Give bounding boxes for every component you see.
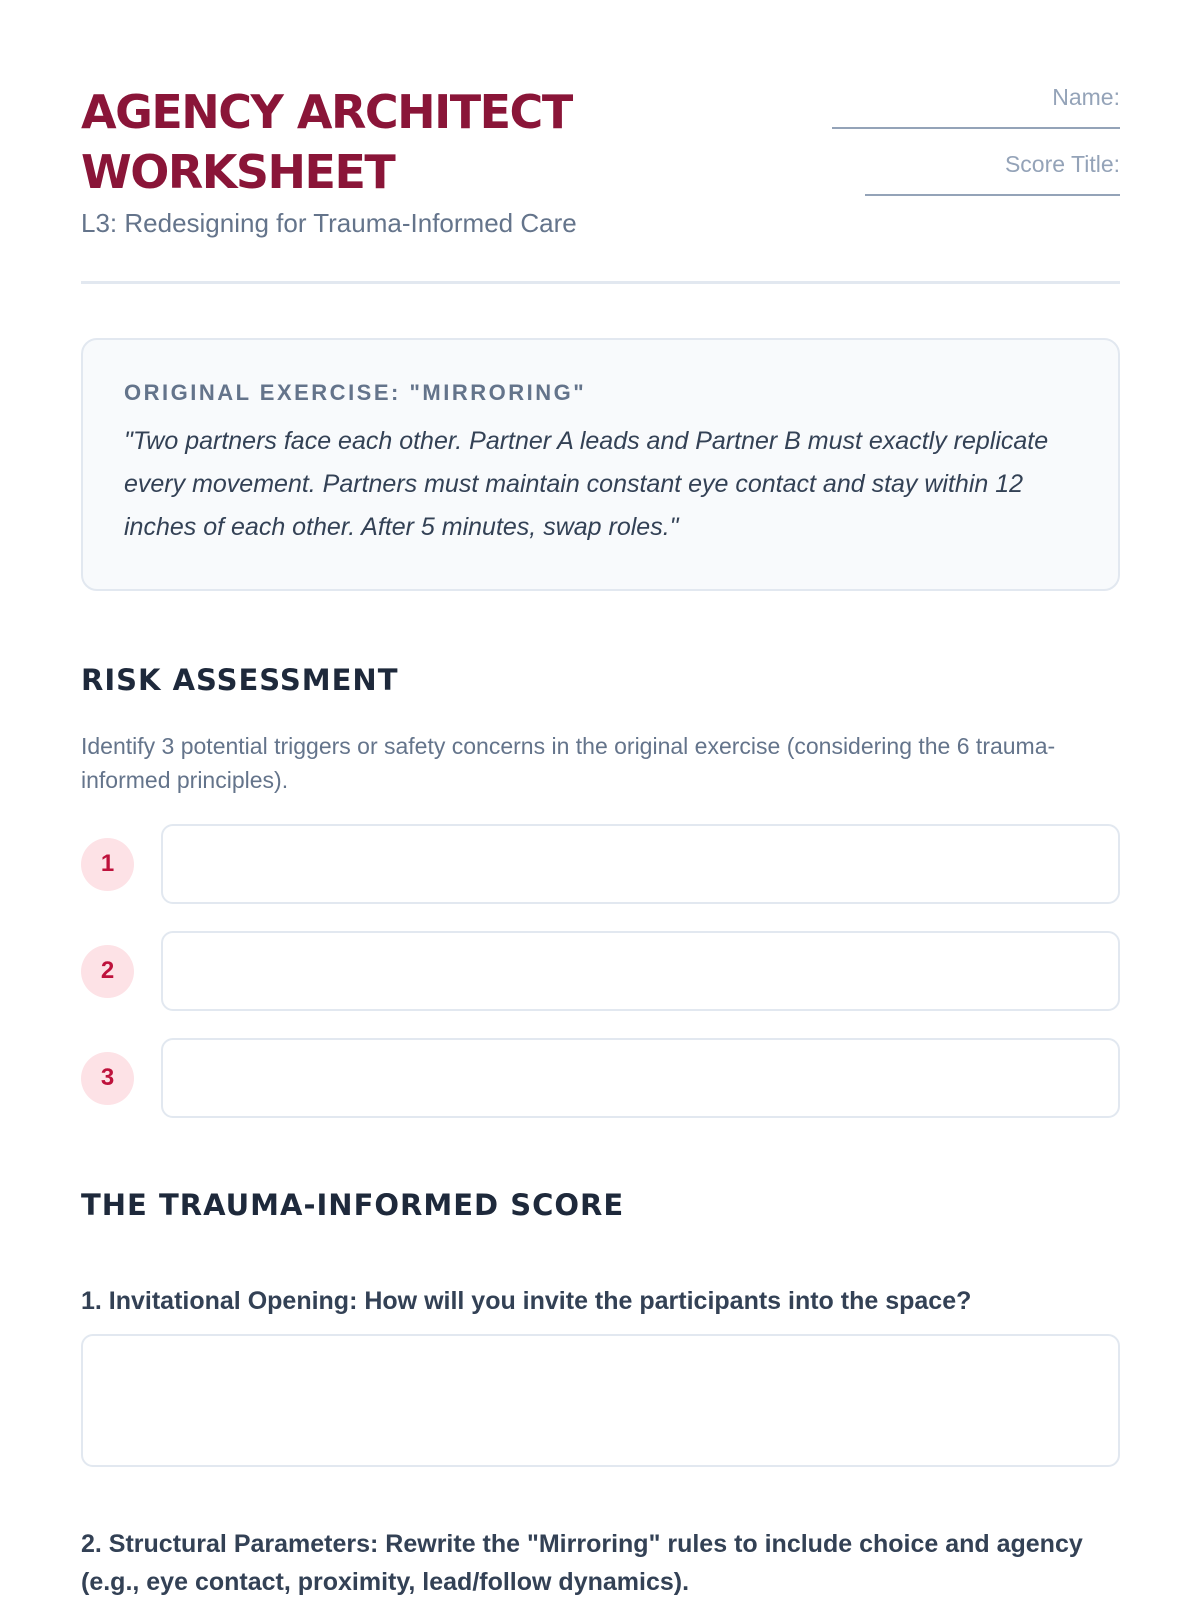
number-badge: 3 (81, 1052, 134, 1105)
score-heading: THE TRAUMA-INFORMED SCORE (81, 1188, 625, 1222)
original-exercise-box (81, 338, 1120, 591)
risk-heading: RISK ASSESSMENT (81, 663, 399, 697)
risk-input-2[interactable] (161, 931, 1120, 1011)
question-1: 1. Invitational Opening: How will you invite the participants into the space? (81, 1287, 972, 1315)
question-2: 2. Structural Parameters: Rewrite the "Mirroring" rules to include choice and agency (e.g., eye contact, proximity, lead/follow dynamics). (81, 1530, 1083, 1596)
score-title-field[interactable] (865, 194, 1120, 196)
number-badge: 2 (81, 945, 134, 998)
exercise-heading: ORIGINAL EXERCISE: "MIRRORING" (124, 380, 587, 405)
meta-fields (832, 82, 1120, 239)
risk-item (81, 824, 1120, 904)
page-title: AGENCY ARCHITECT WORKSHEET (81, 85, 572, 199)
risk-assessment-section (81, 663, 1120, 1118)
risk-input-3[interactable] (161, 1038, 1120, 1118)
risk-input-1[interactable] (161, 824, 1120, 904)
name-label: Name: (1052, 84, 1120, 110)
name-field[interactable] (832, 127, 1120, 129)
risk-item (81, 1038, 1120, 1118)
page-subtitle: L3: Redesigning for Trauma-Informed Care (81, 208, 577, 238)
risk-description: Identify 3 potential triggers or safety concerns in the original exercise (considering the 6 trauma-informed principles). (81, 733, 1056, 793)
score-section (81, 1188, 1120, 1600)
exercise-text: "Two partners face each other. Partner A leads and Partner B must exactly replicate every movement. Partners must maintain constant eye contact and stay within 12 inches of each other. After 5 minutes, swap roles." (124, 427, 1049, 541)
risk-item (81, 931, 1120, 1011)
header (81, 82, 1120, 284)
number-badge: 1 (81, 838, 134, 891)
score-title-label: Score Title: (1004, 151, 1120, 177)
answer-1-textarea[interactable] (81, 1334, 1120, 1467)
